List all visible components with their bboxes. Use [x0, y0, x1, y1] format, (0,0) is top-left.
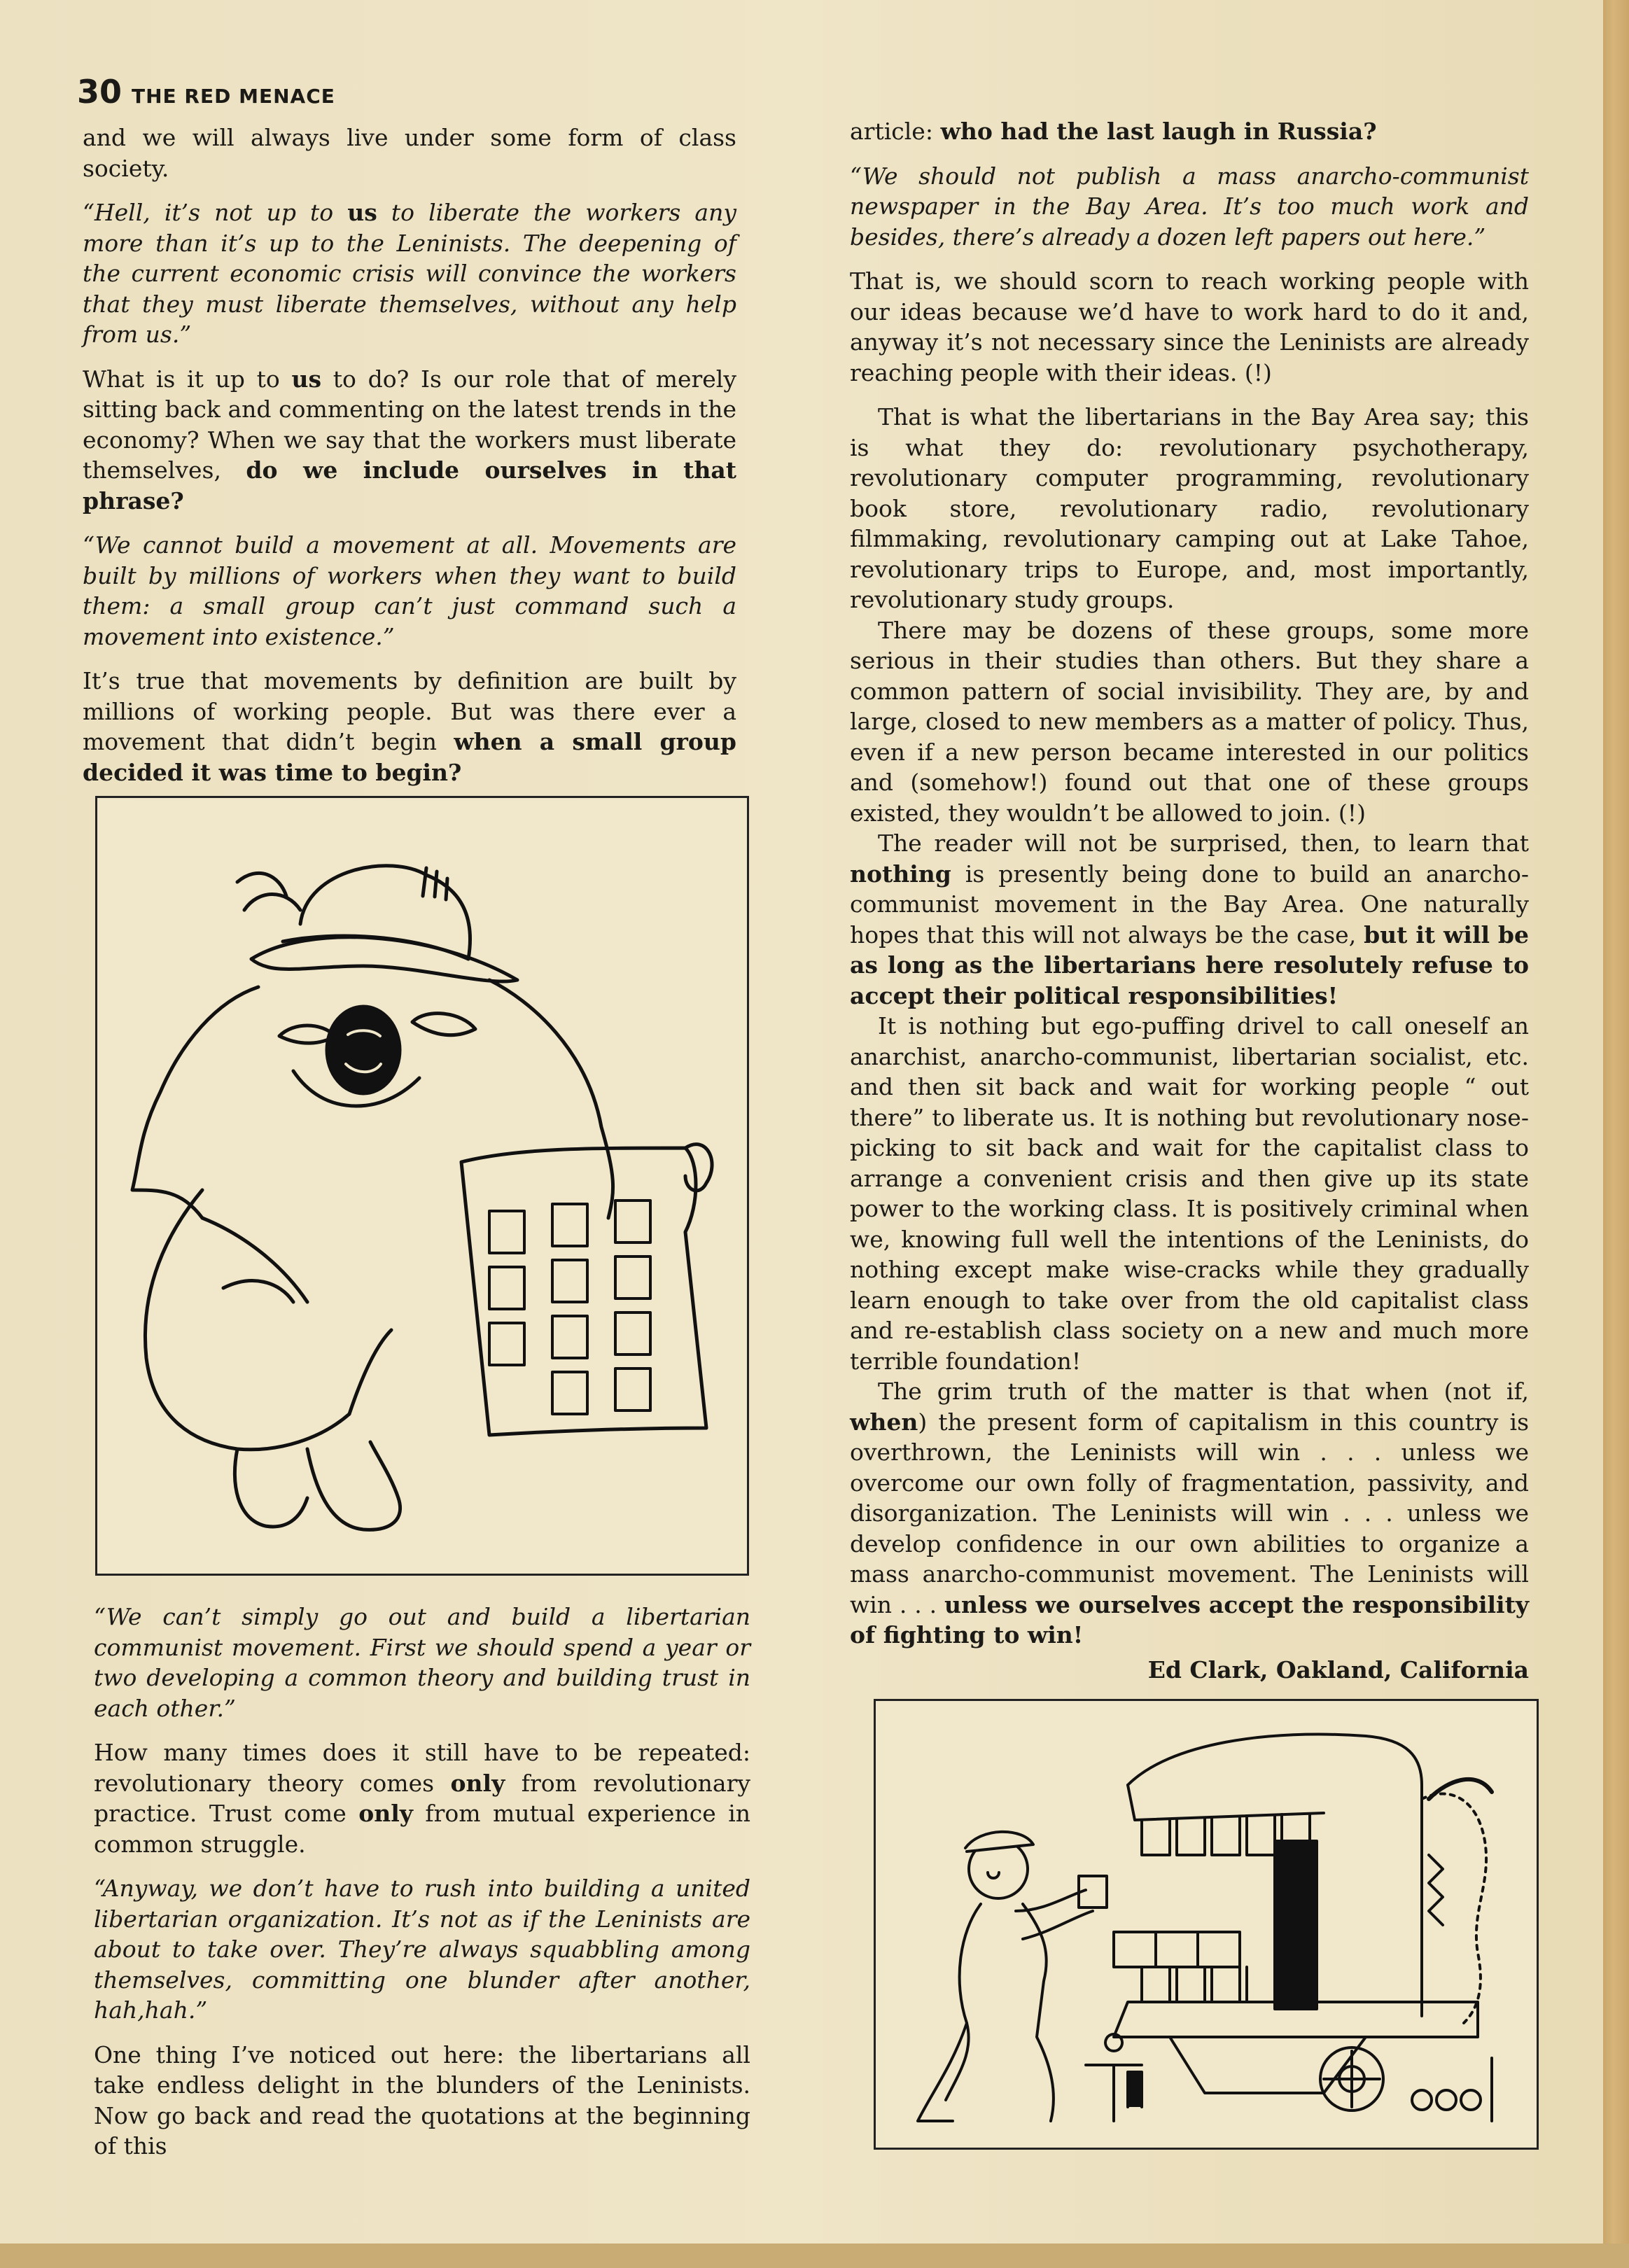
quote-paragraph: “We can’t simply go out and build a libertarian communist movement. First we should spend a year or two developing a common theory and building trust in each other.”: [94, 1603, 750, 1722]
quote-paragraph: “We should not publish a mass anarcho-communist newspaper in the Bay Area. It’s too much work and besides, there’s already a dozen left papers out here.”: [850, 162, 1529, 251]
quote-paragraph: “Anyway, we don’t have to rush into building a united libertarian organization. It’s not as if the Leninists are about to take over. They’re always squabbling among themselves, committing one blunder after another, hah,hah.”: [94, 1875, 750, 2024]
paragraph: It’s true that movements by definition are built by millions of working people. But was there ever a movement that didn’t begin when a small group decided it was time to begin?: [83, 667, 736, 786]
paragraph: What is it up to us to do? Is our role that of merely sitting back and commenting on the latest trends in the economy? When we say that the workers must liberate themselves, do we include ourselves in that phrase?: [83, 365, 736, 514]
paragraph: That is, we should scorn to reach working people with our ideas because we’d have to work hard to do it and, anyway it’s not necessary since the Leninists are already reaching people with their ideas. (!): [850, 267, 1529, 386]
publication-name: THE RED MENACE: [132, 85, 335, 108]
paragraph: and we will always live under some form of class society.: [83, 124, 736, 182]
left-column-lower: [94, 1602, 750, 2176]
cartoon-pig-illustration: [95, 796, 749, 1576]
author-signature: Ed Clark, Oakland, California: [1147, 1656, 1529, 1684]
paragraph: How many times does it still have to be repeated: revolutionary theory comes only from revolutionary practice. Trust come only from mutual experience in common struggle.: [94, 1739, 751, 1858]
quote-paragraph: “Hell, it’s not up to us to liberate the workers any more than it’s up to the Leninists. The deepening of the current economic crisis will convince the workers that they must liberate themselves, without any help from us.”: [83, 199, 736, 348]
paragraph: There may be dozens of these groups, some more serious in their studies than others. But they share a common pattern of social invisibility. They are, by and large, closed to new members as a matter of policy. Thus, even if a new person became interested in our politics and (somehow!) found out that one of these groups existed, they wouldn’t be allowed to join. (!): [850, 616, 1529, 827]
quote-paragraph: “We cannot build a movement at all. Movements are built by millions of workers when they want to build them: a small group can’t just command such a movement into existence.”: [83, 531, 736, 650]
paragraph: One thing I’ve noticed out here: the libertarians all take endless delight in the blunders of the Leninists. Now go back and read the quotations at the beginning of this: [94, 2040, 750, 2160]
paragraph: article: who had the last laugh in Russia?: [850, 118, 1377, 145]
page-header: [77, 73, 335, 111]
page-edge: [1603, 0, 1629, 2268]
page-bottom-edge: [0, 2244, 1629, 2268]
cartoon-machine-illustration: [874, 1699, 1539, 2150]
paragraph: The grim truth of the matter is that when (not if, when) the present form of capitalism in this country is overthrown, the Leninists will win . . . unless we overcome our own folly of fragmentation, passivity, and disorganization. The Leninists will win . . . unless we develop confidence in our own abilities to organize a mass anarcho-communist movement. The Leninists will win . . . unless we ourselves accept the responsibility of fighting to win!: [850, 1378, 1529, 1648]
paragraph: That is what the libertarians in the Bay Area say; this is what they do: revolutionary psychotherapy, revolutionary computer programming, revolutionary book store, revolutionary radio, revolutionary filmmaking, revolutionary camping out at Lake Tahoe, revolutionary trips to Europe, and, most importantly, revolutionary study groups.: [850, 403, 1529, 613]
right-column: [850, 116, 1529, 1685]
paragraph: The reader will not be surprised, then, to learn that nothing is presently being done to build an anarcho-communist movement in the Bay Area. One naturally hopes that this will not always be the case, but it will be as long as the libertarians here resolutely refuse to accept their political responsibilities!: [850, 830, 1529, 1009]
paragraph: It is nothing but ego-puffing drivel to call oneself an anarchist, anarcho-communist, libertarian socialist, etc. and then sit back and wait for working people “ out there” to liberate us. It is nothing but revolutionary nose-picking to sit back and wait for the capitalist class to arrange a convenient crisis and then give up its state power to the working class. It is positively criminal when we, knowing full well the intentions of the Leninists, do nothing except make wise-cracks while they gradually learn enough to take over from the old capitalist class and re-establish class society on a new and much more terrible foundation!: [850, 1012, 1529, 1375]
page-number: 30: [77, 73, 123, 111]
left-column-upper: [83, 122, 736, 802]
